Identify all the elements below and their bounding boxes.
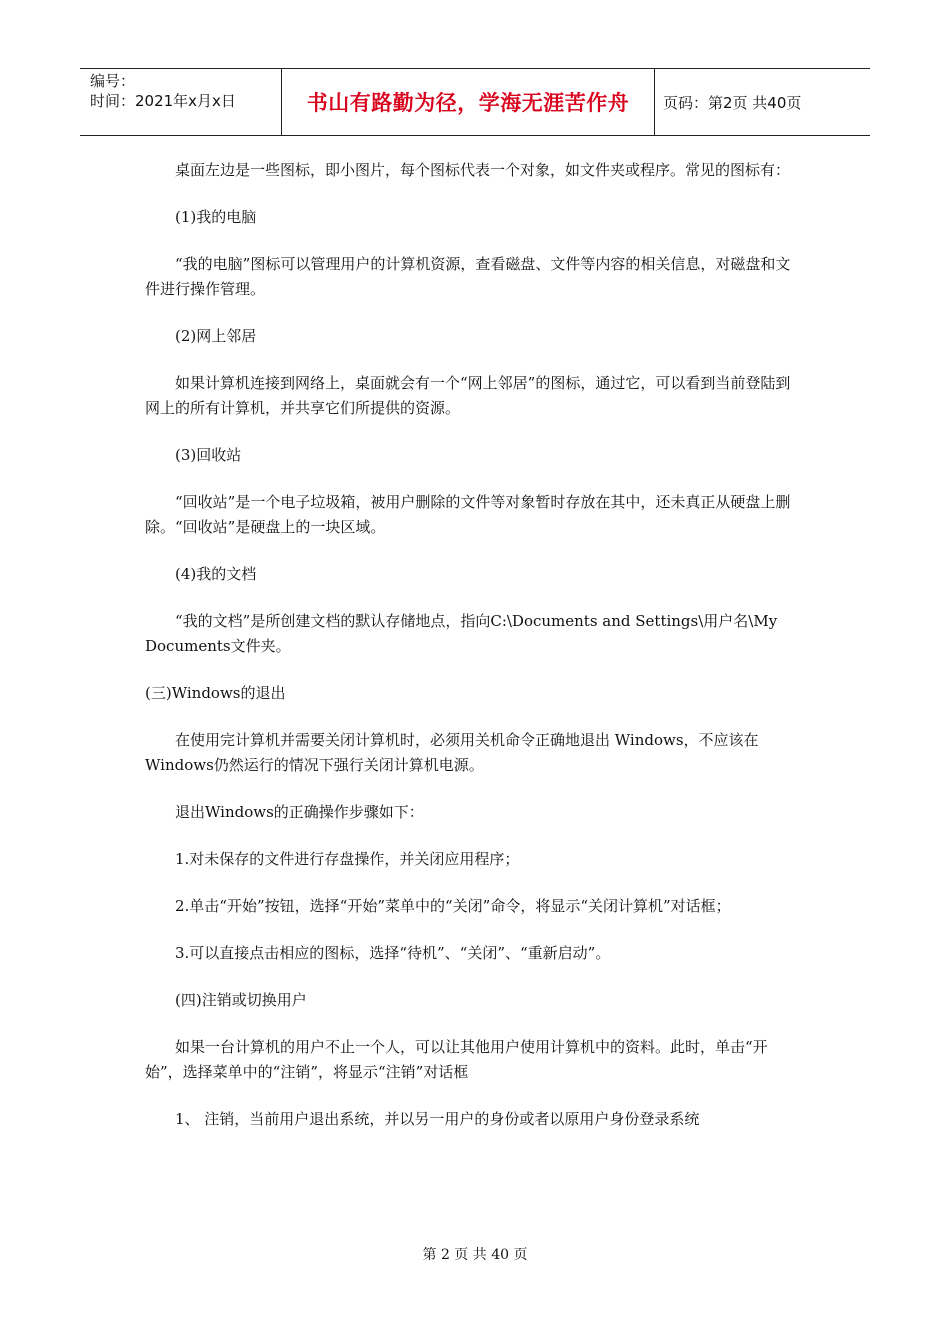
paragraph: 如果计算机连接到网络上，桌面就会有一个“网上邻居”的图标，通过它，可以看到当前登陆到网上的所有计算机，并共享它们所提供的资源。	[145, 374, 791, 417]
time-label: 时间：2021年x月x日	[90, 92, 236, 110]
list-item: 1、 注销，当前用户退出系统，并以另一用户的身份或者以原用户身份登录系统	[175, 1110, 700, 1128]
paragraph: 在使用完计算机并需要关闭计算机时，必须用关机命令正确地退出 Windows，不应该在 Windows仍然运行的情况下强行关闭计算机电源。	[145, 731, 759, 774]
page-footer: 第 2 页 共 40 页	[422, 1247, 528, 1263]
paragraph: 如果一台计算机的用户不止一个人，可以让其他用户使用计算机中的资料。此时，单击“开始”，选择菜单中的“注销”，将显示“注销”对话框	[145, 1038, 768, 1081]
section-heading: (四)注销或切换用户	[175, 991, 307, 1009]
section-heading: (1)我的电脑	[175, 208, 257, 226]
paragraph: 退出Windows的正确操作步骤如下：	[175, 803, 424, 821]
list-item: 3.可以直接点击相应的图标，选择“待机”、“关闭”、“重新启动”。	[175, 944, 611, 962]
paragraph: 桌面左边是一些图标，即小图片，每个图标代表一个对象，如文件夹或程序。常见的图标有：	[175, 161, 791, 179]
header-page-info: 页码：第2页 共40页	[663, 93, 802, 112]
page-header	[80, 68, 870, 136]
section-heading: (2)网上邻居	[175, 327, 257, 345]
section-heading: (4)我的文档	[175, 565, 257, 583]
header-meta	[80, 69, 282, 135]
section-heading: (3)回收站	[175, 446, 242, 464]
paragraph: “我的电脑”图标可以管理用户的计算机资源，查看磁盘、文件等内容的相关信息，对磁盘和文件进行操作管理。	[145, 255, 791, 298]
list-item: 2.单击“开始”按钮，选择“开始”菜单中的“关闭”命令，将显示“关闭计算机”对话框；	[175, 897, 731, 915]
header-motto: 书山有路勤为径，学海无涯苦作舟	[282, 69, 655, 135]
code-label: 编号：	[90, 72, 136, 90]
list-item: 1.对未保存的文件进行存盘操作，并关闭应用程序；	[175, 850, 520, 868]
document-body	[145, 158, 800, 1154]
paragraph: “我的文档”是所创建文档的默认存储地点，指向C:\Documents and Settings\用户名\My Documents文件夹。	[145, 612, 778, 655]
paragraph: “回收站”是一个电子垃圾箱，被用户删除的文件等对象暂时存放在其中，还未真正从硬盘上删除。“回收站”是硬盘上的一块区域。	[145, 493, 791, 536]
section-heading: (三)Windows的退出	[145, 684, 286, 702]
